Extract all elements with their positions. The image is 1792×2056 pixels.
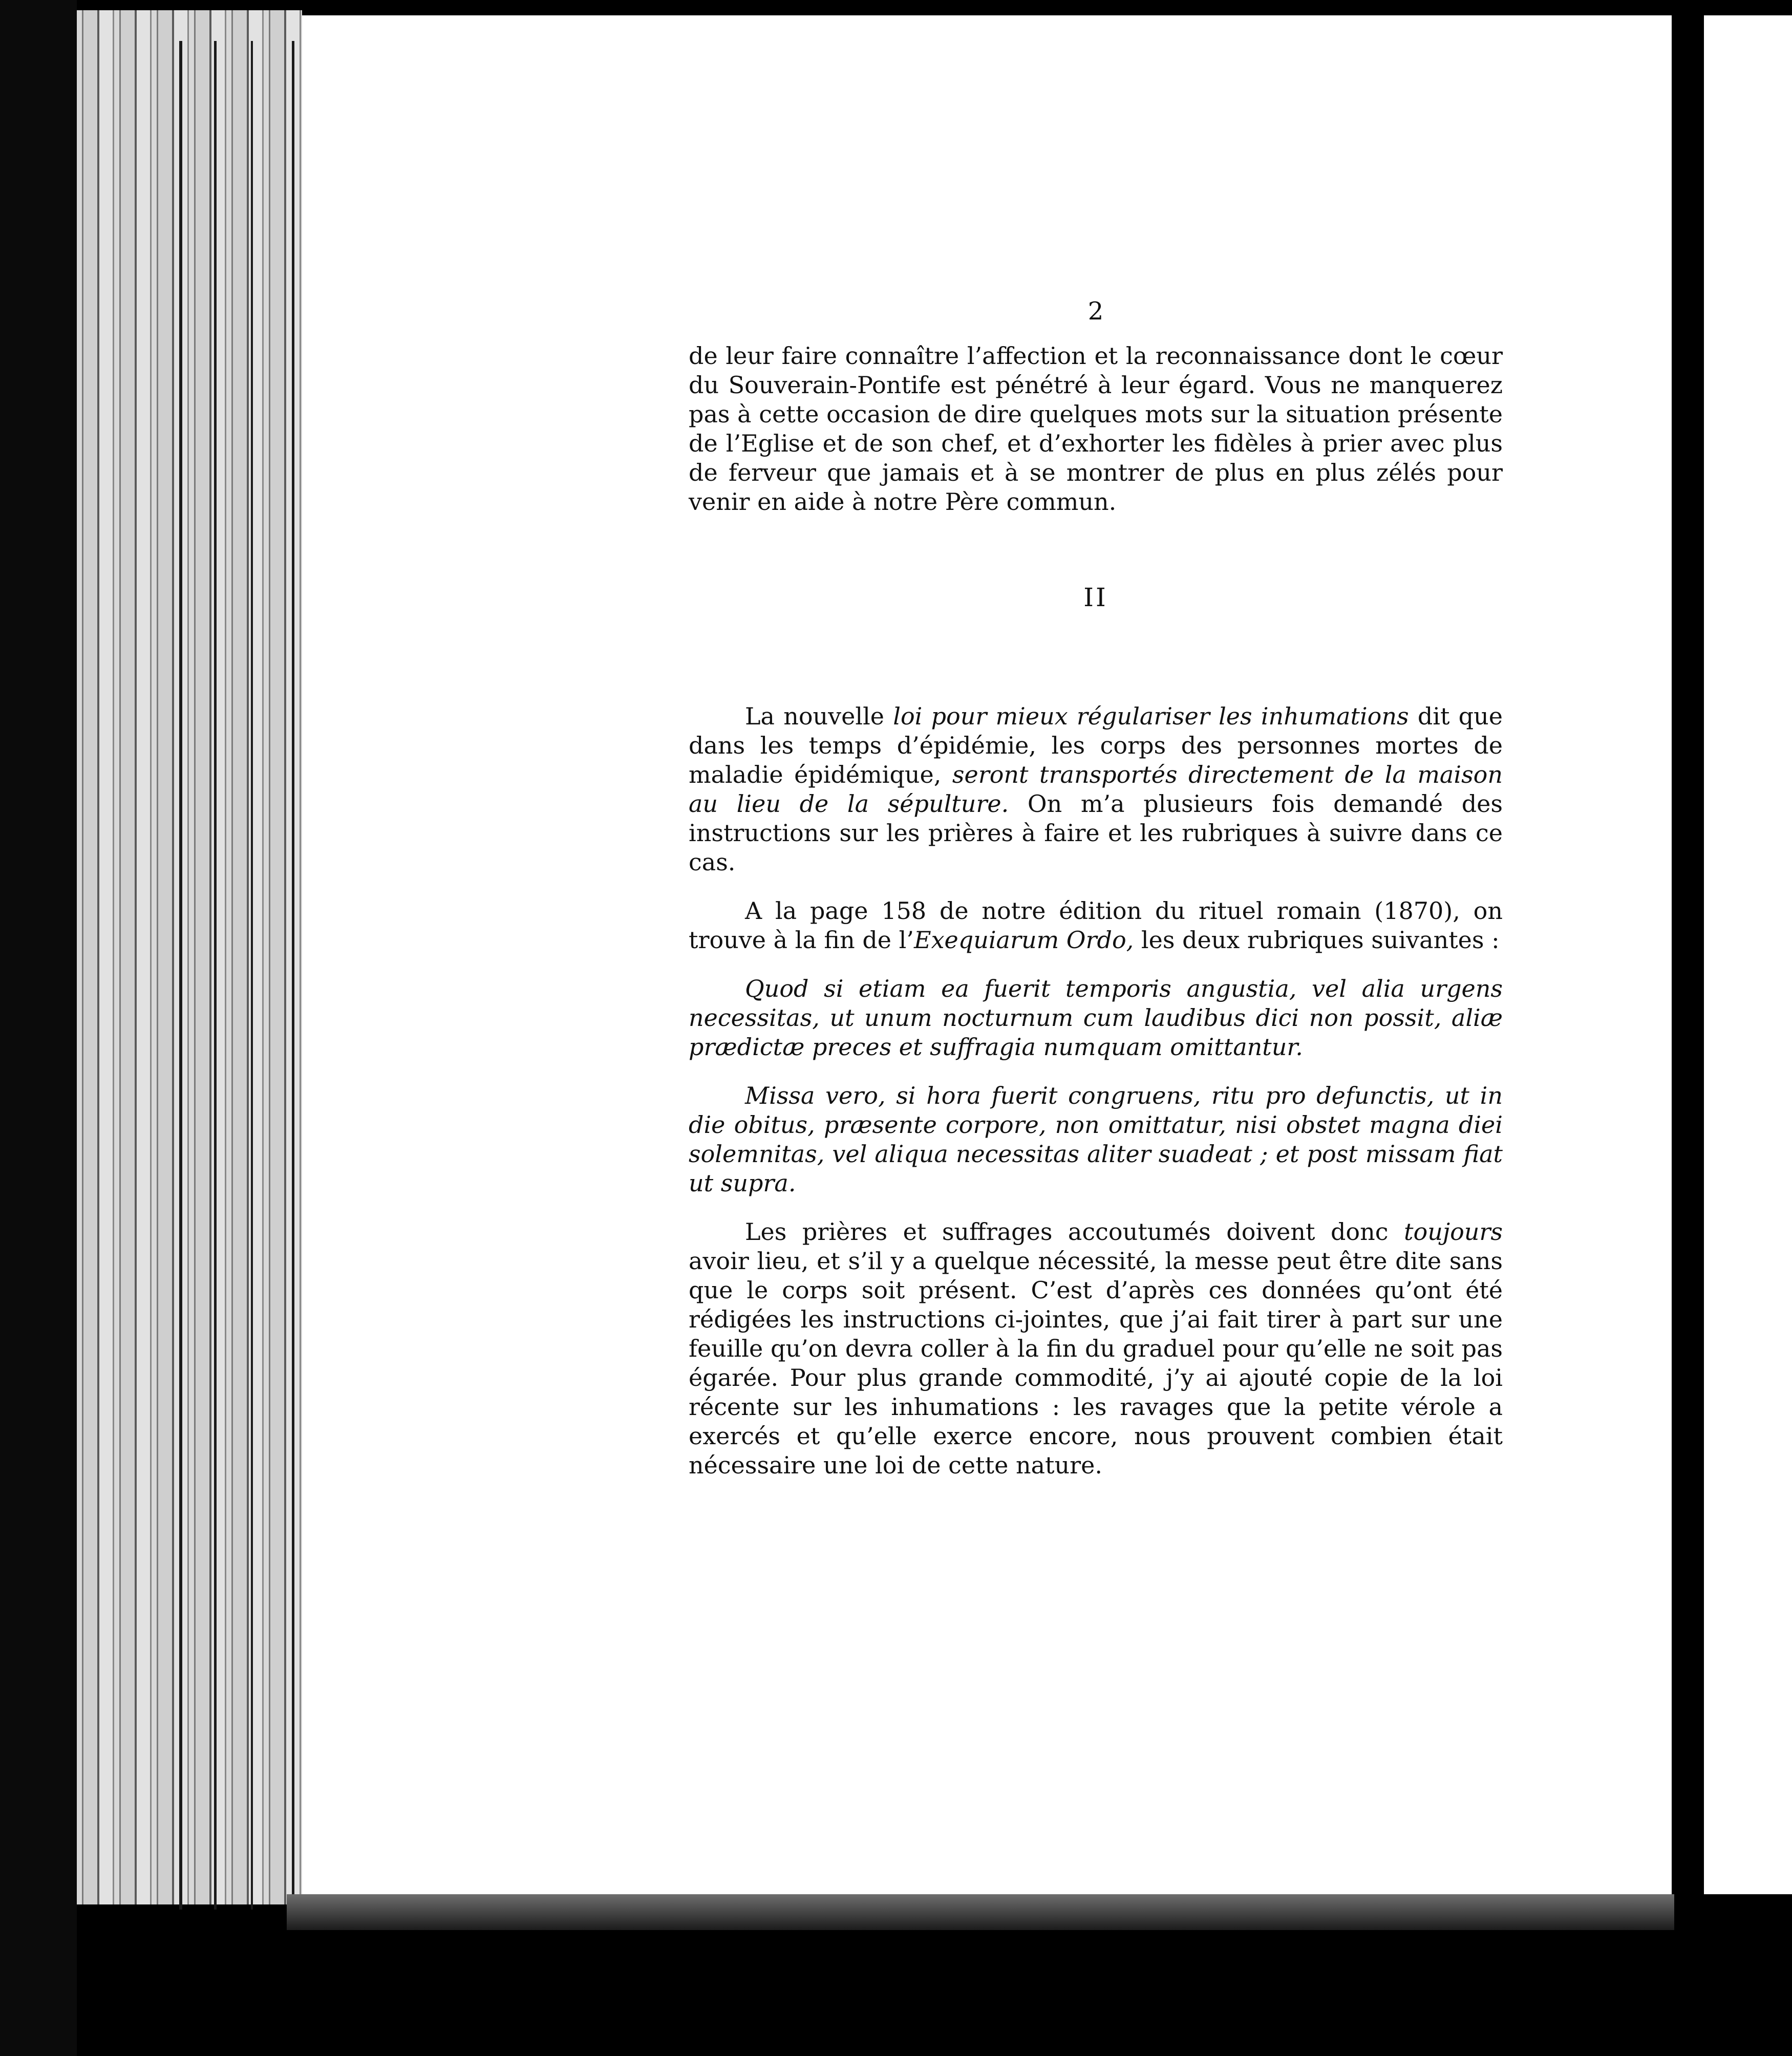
book-binding <box>0 0 77 2056</box>
page-edge-line <box>251 41 253 1910</box>
paragraph-6-text: avoir lieu, et s’il y a quelque nécessité, la messe peut être dite sans que le corps soit présent. C’est d’après ces données qu’ont été rédigées les instructions ci-jointes, que j’ai fait tirer à part sur une feuille qu’on devra coller à la fin du graduel pour qu’elle ne soit pas égarée. Pour plus grande commodité, j’y ai ajouté copie de la loi récente sur les inhumations : les ravages que la petite vérole a exercés et qu’elle exerce encore, nous prouvent combien était nécessaire une loi de cette nature. <box>689 1247 1503 1479</box>
rubric-2 <box>689 1081 1503 1198</box>
paragraph-2 <box>689 702 1503 877</box>
paragraph-6-italic: toujours <box>1404 1218 1503 1246</box>
rubric-1 <box>689 974 1503 1062</box>
page-number: 2 <box>1087 297 1104 326</box>
page-bottom-shadow <box>287 1894 1695 1930</box>
page-edge-line <box>214 41 217 1910</box>
page-text <box>689 297 1503 1480</box>
paragraph-3 <box>689 896 1503 955</box>
paragraph-2-italic: seront transportés directement de la maison au lieu de la sépulture. <box>689 761 1503 818</box>
paragraph-6-text: Les prières et suffrages accoutumés doivent donc <box>745 1218 1404 1246</box>
rubric-2-text: Missa vero, si hora fuerit congruens, ritu pro defunctis, ut in die obitus, præsente corpore, non omittatur, nisi obstet magna diei solemnitas, vel aliqua necessitas aliter suadeat ; et post missam fiat ut supra. <box>689 1082 1503 1197</box>
page-stack-edge <box>77 10 302 1904</box>
facing-page-edge <box>1704 15 1792 1894</box>
page-edge-line <box>179 41 182 1910</box>
paragraph-2-text: On m’a plusieurs fois demandé des instructions sur les prières à faire et les rubriques à suivre dans ce cas. <box>689 790 1503 876</box>
paragraph-2-text: dit que dans les temps d’épidémie, les corps des personnes mortes de maladie épidémique, <box>689 702 1503 788</box>
paragraph-1: de leur faire connaître l’affection et la reconnaissance dont le cœur du Souverain-Pontife est pénétré à leur égard. Vous ne manquerez pas à cette occasion de dire quelques mots sur la situation présente de l’Eglise et de son chef, et d’exhorter les fidèles à prier avec plus de ferveur que jamais et à se montrer de plus en plus zélés pour venir en aide à notre Père commun. <box>689 342 1503 516</box>
paragraph-6 <box>689 1217 1503 1480</box>
paragraph-2-italic: loi pour mieux régulariser les inhumations <box>893 702 1409 730</box>
paragraph-3-text: les deux rubriques suivantes : <box>1134 926 1500 954</box>
page-edge-line <box>292 41 294 1910</box>
paragraph-2-text: La nouvelle <box>745 702 893 730</box>
rubric-1-text: Quod si etiam ea fuerit temporis angustia, vel alia urgens necessitas, ut unum nocturnum cum laudibus dici non possit, aliæ prædictæ preces et suffragia numquam omittantur. <box>689 975 1503 1061</box>
paragraph-3-italic: Exequiarum Ordo, <box>914 926 1134 954</box>
gutter <box>1674 0 1704 2056</box>
section-heading: II <box>1083 583 1108 612</box>
paragraph-3-text: A la page 158 de notre édition du rituel romain (1870), on trouve à la fin de l’ <box>689 897 1503 954</box>
